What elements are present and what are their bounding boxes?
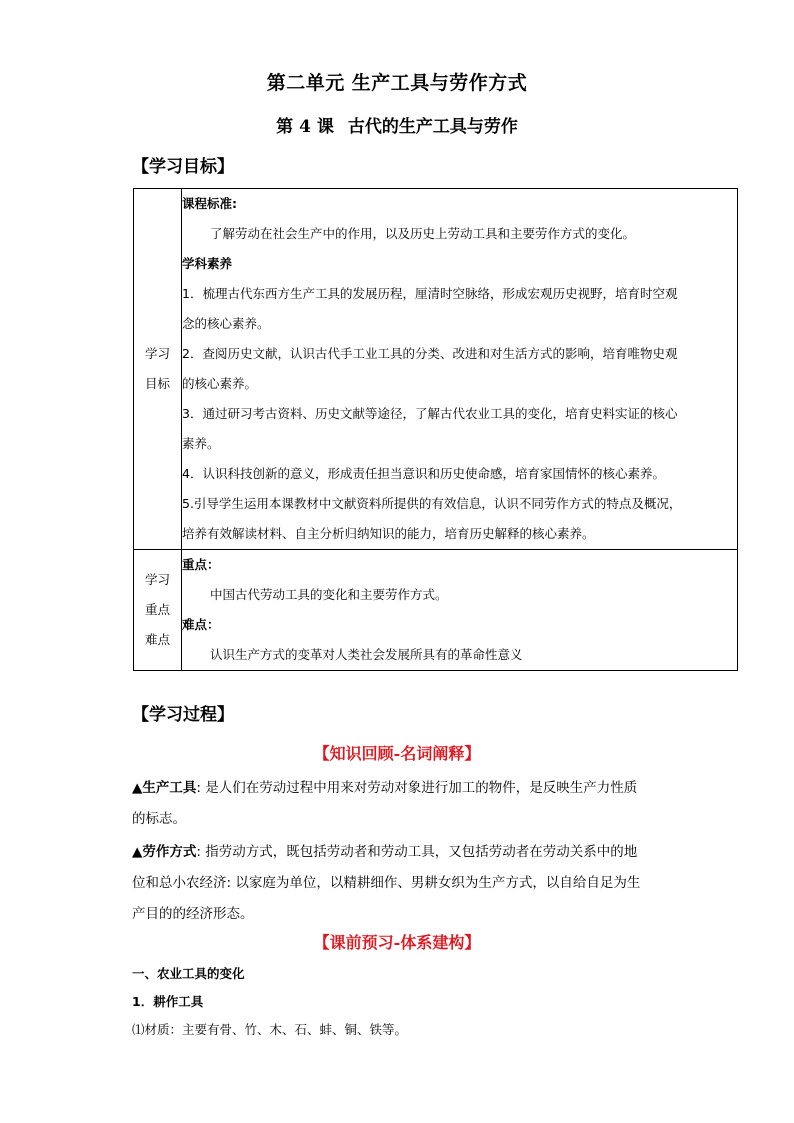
key-text: 中国古代劳动工具的变化和主要劳作方式。 (210, 587, 448, 602)
label-line: 目标 (144, 376, 170, 391)
literacy-item-line: 素养。 (182, 436, 220, 451)
term-name: ▲劳作方式 (132, 844, 197, 860)
literacy-item-line: 念的核心素养。 (182, 316, 270, 331)
difficult-heading: 难点： (182, 617, 220, 632)
term-name: ▲生产工具 (132, 780, 197, 796)
lesson-title-line (0, 112, 794, 137)
goals-row-content (182, 189, 738, 550)
key-difficult-content (182, 550, 738, 671)
literacy-item-line: 3．通过研习考古资料、历史文献等途径，了解古代农业工具的变化，培育史料实证的核心 (182, 406, 678, 421)
literacy-item-line: 5.引导学生运用本课教材中文献资料所提供的有效信息，认识不同劳作方式的特点及概况， (182, 496, 682, 511)
outline-heading-2: 1．耕作工具 (132, 994, 204, 1009)
label-line: 学习 (144, 346, 170, 361)
key-difficult-label (134, 550, 182, 671)
label-line: 重点 (144, 602, 170, 617)
review-heading: 【知识回顾-名词阐释】 (313, 744, 481, 763)
standard-text: 了解劳动在社会生产中的作用，以及历史上劳动工具和主要劳作方式的变化。 (210, 226, 636, 241)
literacy-item-line: 1．梳理古代东西方生产工具的发展历程，厘清时空脉络，形成宏观历史视野，培育时空观 (182, 286, 678, 301)
literacy-item-line: 培养有效解读材料、自主分析归纳知识的能力，培育历史解释的核心素养。 (182, 526, 595, 541)
key-heading: 重点： (182, 557, 220, 572)
term-labor-methods (132, 837, 692, 930)
lesson-number: 第 4 课 (276, 117, 334, 137)
outline-heading-1: 一、农业工具的变化 (132, 966, 245, 981)
goals-row (134, 189, 738, 550)
literacy-item-line: 2．查阅历史文献，认识古代手工业工具的分类、改进和对生活方式的影响，培育唯物史观 (182, 346, 678, 361)
lesson-title: 古代的生产工具与劳作 (347, 117, 518, 137)
term-definition-line: : 指劳动方式，既包括劳动者和劳动工具，又包括劳动者在劳动关系中的地 (196, 844, 638, 860)
term-definition-line: 位和总小农经济: 以家庭为单位，以精耕细作、男耕女织为生产方式，以自给自足为生 (132, 875, 641, 891)
key-difficult-row (134, 550, 738, 671)
term-production-tools (132, 773, 692, 835)
outline-paragraph: ⑴材质：主要有骨、竹、木、石、蚌、铜、铁等。 (132, 1022, 408, 1037)
term-definition-line: 的标志。 (132, 811, 186, 827)
term-definition-line: 产目的的经济形态。 (132, 906, 254, 922)
goals-table (133, 188, 738, 671)
preview-heading: 【课前预习-体系建构】 (313, 933, 481, 952)
label-line: 难点 (144, 632, 170, 647)
literacy-item-line: 的核心素养。 (182, 376, 258, 391)
goals-section-title: 【学习目标】 (132, 157, 234, 177)
standard-heading: 课程标准: (182, 196, 237, 211)
difficult-text: 认识生产方式的变革对人类社会发展所具有的革命性意义 (210, 647, 523, 662)
term-definition-line: : 是人们在劳动过程中用来对劳动对象进行加工的物件，是反映生产力性质 (196, 780, 638, 796)
unit-title: 第二单元 生产工具与劳作方式 (266, 72, 528, 94)
literacy-item-line: 4．认识科技创新的意义，形成责任担当意识和历史使命感，培育家国情怀的核心素养。 (182, 466, 665, 481)
process-section-title: 【学习过程】 (132, 705, 234, 725)
goals-row-label (134, 189, 182, 550)
label-line: 学习 (144, 572, 170, 587)
literacy-heading: 学科素养 (182, 256, 233, 271)
